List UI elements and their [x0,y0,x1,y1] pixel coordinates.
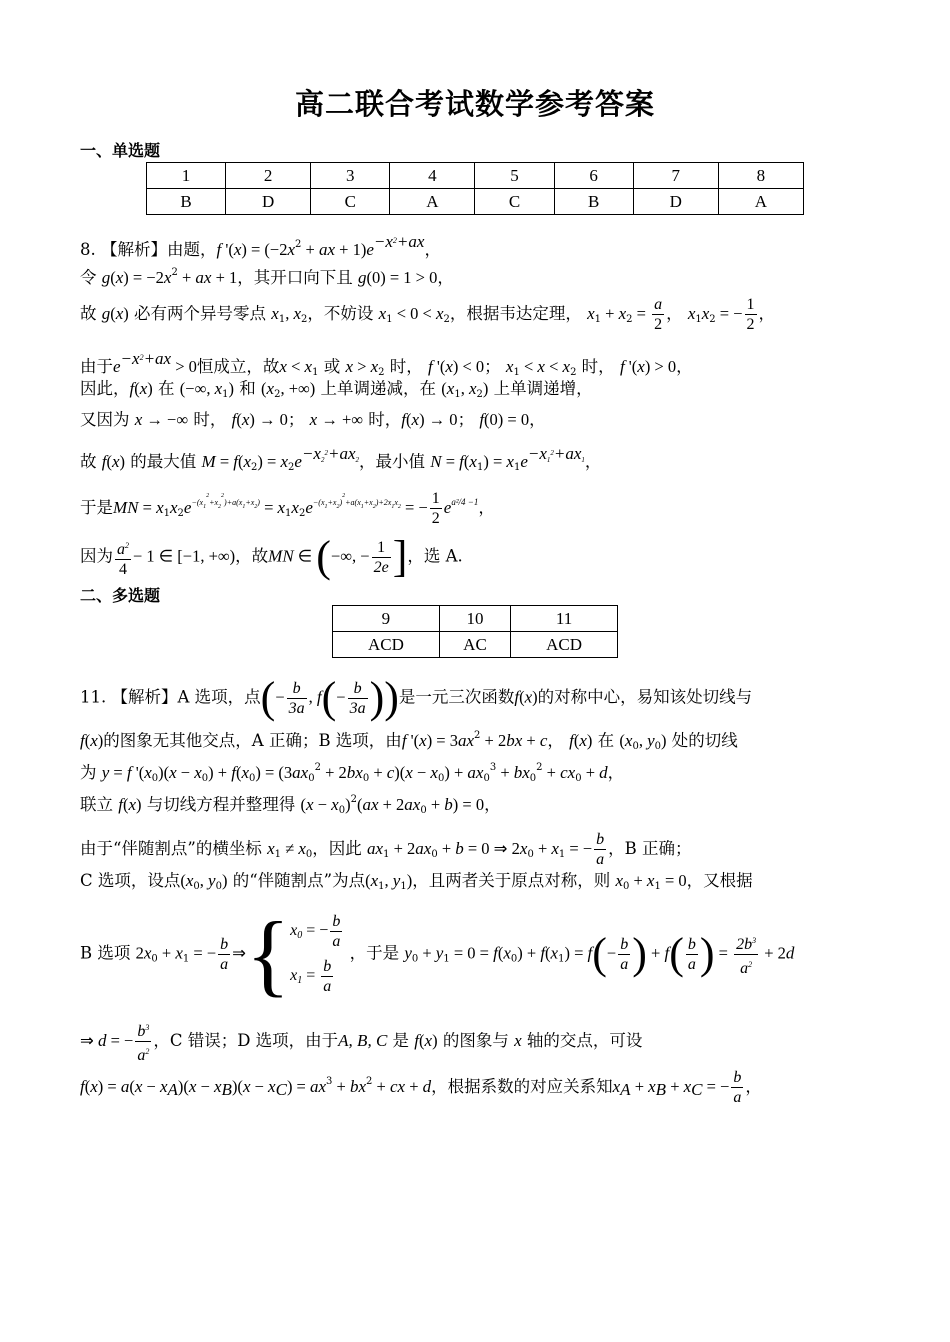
q8-line-1: 8. 【解析】由题，f '$(x) = (-2x^2$ + ax + $1)e^{-x^2+ax}$， [80,232,441,259]
q11-line-7: B 选项 $2x_0 + x_1$ = − $\frac{b}{a}$ ⇒{ $x_0$ = − $\frac{b}{a}$ $x_1$ = $\frac{b}{a}$ ，于是 $y_0 + y_1 = 0 = f(x_0) + f(x_1) = f(-$ $\frac{b}{a}$ ) + f( $\frac{b}{a}$ ) = $\frac{2b^3}{a^2}$ + 2d [80,903,795,1005]
table-row-answers [333,632,618,658]
table-cell: C [475,189,554,215]
table-cell: 10 [439,606,510,632]
q8-line-2: 令 $g(x) = -2x^2$ + ax + 1，其开口向下且 g(0) = 1 > 0， [80,267,454,287]
table-cell: 7 [633,163,718,189]
q8-line-6: 又因为 x → −∞ 时， f(x) → 0； x → +∞ 时，f(x) → 0； f(0) = 0， [80,410,546,429]
q11-line-9: $f(x) = a(x - x_A)(x - x_B)(x - x_C) = ax^3 + bx^2$ + cx + d，根据系数的对应关系知$x_A + x_B + x_C$ = − $\frac{b}{a}$ ， [80,1069,762,1106]
q11-line-3: 为 y = f '$(x_0)(x - x_0) + f(x_0) = (3ax_0^2 + 2bx_0 + c)(x - x_0) + ax_0^3 + bx_0^2 + cx_0 + d$， [80,762,625,784]
table-cell: 11 [511,606,618,632]
single-choice-answer-table [146,162,804,215]
table-cell: AC [439,632,510,658]
q8-line-8: 于是MN = $x_1x_2e^{-(x_1^2+x_2^2)+a(x_1+x_2)} = x_1x_2e^{-(x_1+x_2)^2+a(x_1+x_2)+2x_1x_2}$ = − $\frac{1}{2}$ $e^{a^2/4 -1}$， [80,490,495,527]
table-cell: 6 [554,163,633,189]
table-cell: 5 [475,163,554,189]
q11-line-1: 11. 【解析】A 选项，点(− $\frac{b}{3a}$ , f(− $\frac{b}{3a}$ ))是一元三次函数f(x)的对称中心，易知该处切线与 [80,673,753,722]
table-cell: D [633,189,718,215]
table-cell: ACD [511,632,618,658]
q8-line-9: 因为 $\frac{a^2}{4}$ − 1 ∈ [−1, +∞)，故MN ∈ (−∞, − $\frac{1}{2e}$ ]，选 A. [80,532,463,581]
table-cell: B [147,189,226,215]
page-title: 高二联合考试数学参考答案 [294,87,655,121]
table-cell: 3 [311,163,390,189]
table-row-answers [147,189,804,215]
table-cell: ACD [333,632,440,658]
table-cell: A [390,189,475,215]
q8-line-4: 由于$e^{-x^2+ax} > 0$恒成立，故$x < x_1$ 或 $x > x_2$ 时， f '(x) < 0； $x_1 < x < x_2$ 时， f '(x) > 0， [80,349,693,378]
table-cell: C [311,189,390,215]
q11-line-6: C 选项，设点($x_0$, $y_0$) 的“伴随割点”为点($x_1$, $y_1$)，且两者关于原点对称，则 $x_0 + x_1 = 0$，又根据 [80,871,753,892]
table-cell: 2 [226,163,311,189]
table-cell: 1 [147,163,226,189]
table-cell: B [554,189,633,215]
section-heading-single-choice: 一、单选题 [80,141,161,160]
q8-line-3: 故 g(x) 必有两个异号零点 $x_1$, $x_2$，不妨设 $x_1 < 0 < x_2$，根据韦达定理， $x_1 + x_2$ = $\frac{a}{2}$ ， $x_1x_2$ = − $\frac{1}{2}$ ， [80,296,776,333]
q11-line-4: 联立 f(x) 与切线方程并整理得 $(x - x_0)^2(ax + 2ax_0 + b) = 0$， [80,794,501,816]
q11-line-8: ⇒ d = − $\frac{b^3}{a^2}$ ，C 错误；D 选项，由于A, B, C 是 f(x) 的图象与 x 轴的交点，可设 [80,1018,642,1065]
q11-line-5: 由于“伴随割点”的横坐标 $x_1 \ne x_0$，因此 $ax_1 + 2ax_0 + b = 0$ ⇒ $2x_0 + x_1$ = − $\frac{b}{a}$ ，B 正确； [80,831,692,868]
table-cell: A [718,189,803,215]
q8-line-5: 因此，f(x) 在 (−∞, $x_1$) 和 ($x_2$, +∞) 上单调递减，在 ($x_1$, $x_2$) 上单调递增， [80,379,593,400]
table-row-numbers [147,163,804,189]
section-heading-multi-choice: 二、多选题 [80,586,161,605]
table-cell: 4 [390,163,475,189]
table-cell: 8 [718,163,803,189]
q11-line-2: f(x)的图象无其他交点，A 正确；B 选项，由f '$(x) = 3ax^2 + 2bx + c$， f(x) 在 ($x_0$, $y_0$) 处的切线 [80,730,738,752]
table-cell: D [226,189,311,215]
table-cell: 9 [333,606,440,632]
table-row-numbers [333,606,618,632]
multi-choice-answer-table [332,605,618,658]
q8-line-7: 故 f(x) 的最大值 $M = f(x_2) = x_2e^{-x_2^2+ax_2}$，最小值 $N = f(x_1) = x_1e^{-x_1^2+ax_1}$， [80,444,602,473]
